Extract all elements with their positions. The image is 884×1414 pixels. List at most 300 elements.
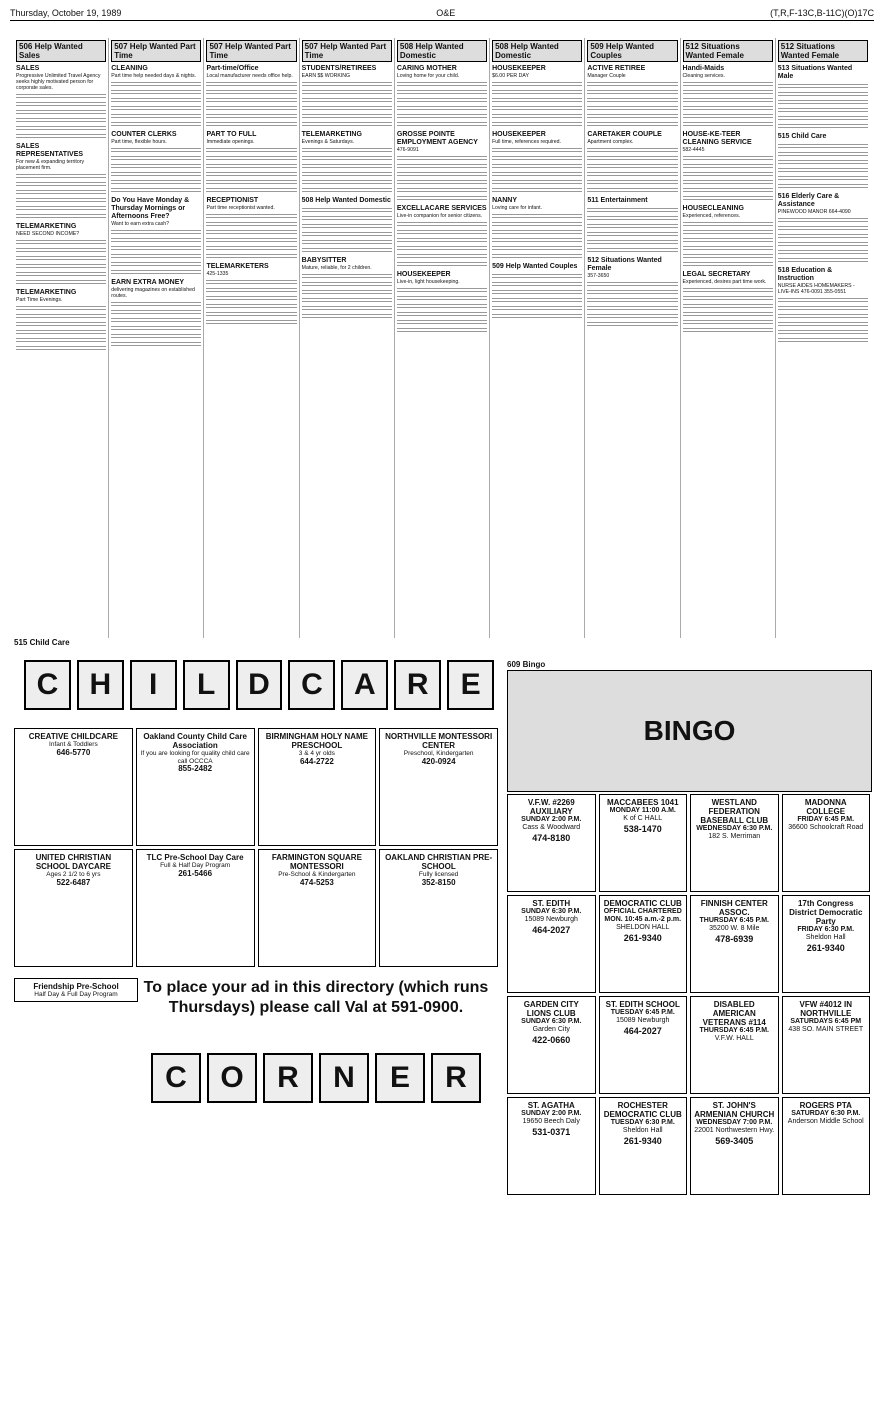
ad-title: PART TO FULL (206, 131, 257, 138)
ad-text-lines (16, 110, 106, 116)
ad-text-lines (111, 246, 201, 252)
bingo-ad (507, 996, 596, 1094)
classified-ad (587, 131, 677, 145)
bingo-ad (782, 1097, 871, 1195)
ad-text-lines (492, 214, 582, 220)
ad-body: Part time, flexible hours. (111, 139, 167, 145)
ad-phone: 478-6939 (715, 934, 754, 944)
ad-body: Progressive Unlimited Travel Agency seeks highly motivated person for corporate sales. (16, 73, 101, 91)
ad-text-lines (683, 180, 773, 186)
ad-text-lines (683, 106, 773, 112)
ad-text-lines (302, 306, 392, 312)
ad-name: VFW #4012 IN NORTHVILLE (799, 1000, 852, 1018)
ad-body: Full time, references required. (492, 139, 562, 145)
ad-body: Part time help needed days & nights. (111, 73, 196, 79)
classified-ad (206, 131, 296, 145)
ad-text-lines (111, 156, 201, 162)
ad-body: 476-9091 (396, 147, 419, 153)
ad-text-lines (16, 118, 106, 124)
ad-body: NEED SECOND INCOME? (16, 231, 80, 237)
ad-title: 512 Situations Wanted Female (587, 257, 662, 272)
ad-name: V.F.W. #2269 AUXILIARY (527, 798, 575, 816)
ad-text-lines (111, 114, 201, 120)
bingo-ad (782, 996, 871, 1094)
ad-text-lines (397, 320, 487, 326)
ad-text-lines (492, 82, 582, 88)
ad-text-lines (16, 314, 106, 320)
ad-phone: 261-5466 (178, 868, 213, 878)
ad-text-lines (778, 338, 868, 344)
ad-text-lines (16, 134, 106, 140)
ad-where: Sheldon Hall (805, 934, 846, 941)
header-date: Thursday, October 19, 1989 (10, 8, 122, 18)
side-ad-body: Half Day & Full Day Program (34, 991, 118, 998)
ad-body: Preschool, Kindergarten (403, 750, 474, 757)
classified-ad (206, 197, 296, 211)
ad-text-lines (206, 238, 296, 244)
ad-name: ST. AGATHA (527, 1101, 575, 1110)
ad-text-lines (778, 298, 868, 304)
ad-text-lines (778, 184, 868, 190)
ad-body: $6.00 PER DAY (492, 73, 529, 79)
ad-when: FRIDAY 6:30 P.M. (797, 926, 855, 933)
ad-text-lines (111, 342, 201, 348)
ad-title: 509 Help Wanted Couples (492, 263, 578, 270)
ad-phone: 522-6487 (56, 877, 91, 887)
ad-text-lines (302, 180, 392, 186)
ad-text-lines (492, 290, 582, 296)
ad-text-lines (206, 106, 296, 112)
ad-text-lines (16, 102, 106, 108)
ad-where: 35200 W. 8 Mile (709, 925, 760, 932)
ad-text-lines (302, 188, 392, 194)
ad-text-lines (16, 306, 106, 312)
ad-body: Fully licensed (418, 871, 459, 878)
ad-text-lines (302, 148, 392, 154)
ad-where: 22001 Northwestern Hwy. (694, 1127, 775, 1134)
bingo-ad (690, 1097, 779, 1195)
ad-text-lines (206, 254, 296, 260)
ad-text-lines (778, 226, 868, 232)
classified-ad (206, 263, 296, 277)
ad-body: PINEWOOD MANOR 664-4090 (777, 209, 851, 215)
classified-ad (778, 65, 868, 81)
ad-text-lines (206, 288, 296, 294)
ad-text-lines (778, 258, 868, 264)
ad-text-lines (683, 172, 773, 178)
ad-where: K of C HALL (623, 815, 663, 822)
ad-body: Immediate openings. (206, 139, 255, 145)
ad-phone: 464-2027 (623, 1026, 662, 1036)
classified-ad (492, 131, 582, 145)
classified-ad (683, 131, 773, 153)
ad-when: SATURDAYS 6:45 PM (790, 1018, 862, 1025)
ad-where: 182 S. Merriman (708, 833, 761, 840)
ad-phone: 420-0924 (421, 756, 456, 766)
ad-body: If you are looking for quality child care call OCCCA (140, 750, 250, 765)
ad-text-lines (397, 246, 487, 252)
ad-name: 17th Congress District Democratic Party (789, 899, 863, 926)
ad-text-lines (492, 282, 582, 288)
ad-text-lines (778, 116, 868, 122)
classified-ad (302, 197, 392, 205)
ad-when: THURSDAY 6:45 P.M. (699, 1027, 769, 1034)
ad-title: SALES REPRESENTATIVES (16, 143, 84, 158)
bingo-ad (690, 794, 779, 892)
ad-text-lines (778, 330, 868, 336)
childcare-ad (258, 849, 377, 967)
letter-block: C (24, 660, 71, 710)
classified-ad (683, 271, 773, 285)
ad-text-lines (16, 94, 106, 100)
classified-ad (111, 131, 201, 145)
ad-text-lines (111, 262, 201, 268)
ad-text-lines (397, 222, 487, 228)
ad-text-lines (206, 214, 296, 220)
ad-name: NORTHVILLE MONTESSORI CENTER (385, 732, 493, 750)
ad-title: CARING MOTHER (396, 65, 457, 72)
section-heading: 508 Help Wanted Domestic (492, 40, 582, 62)
childcare-ad (379, 728, 498, 846)
ad-body: Mature, reliable, for 2 children. (301, 265, 372, 271)
ad-text-lines (587, 306, 677, 312)
classified-column (204, 38, 299, 638)
ad-title: HOUSE-KE-TEER CLEANING SERVICE (682, 131, 752, 146)
ad-text-lines (111, 172, 201, 178)
ad-body: Full & Half Day Program (160, 862, 231, 869)
ad-text-lines (397, 114, 487, 120)
ad-text-lines (683, 288, 773, 294)
ad-title: TELEMARKETING (16, 223, 77, 230)
ad-phone: 531-0371 (532, 1127, 571, 1137)
ad-title: STUDENTS/RETIREES (301, 65, 377, 72)
ad-title: TELEMARKETING (301, 131, 362, 138)
ad-name: WESTLAND FEDERATION BASEBALL CLUB (700, 798, 769, 825)
classified-column (585, 38, 680, 638)
ad-body: EARN $$ WORKING (301, 73, 351, 79)
ad-text-lines (397, 106, 487, 112)
ad-text-lines (206, 98, 296, 104)
ad-text-lines (492, 222, 582, 228)
ad-name: FINNISH CENTER ASSOC. (700, 899, 768, 917)
ad-text-lines (778, 306, 868, 312)
ad-text-lines (587, 232, 677, 238)
classified-column (14, 38, 109, 638)
classified-ad (587, 197, 677, 205)
ad-text-lines (587, 106, 677, 112)
ad-text-lines (683, 98, 773, 104)
ad-text-lines (302, 114, 392, 120)
ad-text-lines (778, 218, 868, 224)
letter-block: N (319, 1053, 369, 1103)
ad-when: SUNDAY 6:30 P.M. (521, 1018, 582, 1025)
ad-text-lines (302, 156, 392, 162)
ad-text-lines (587, 208, 677, 214)
ad-title: EARN EXTRA MONEY (111, 279, 185, 286)
ad-title: EXCELLACARE SERVICES (396, 205, 487, 212)
ad-text-lines (206, 188, 296, 194)
ad-text-lines (587, 156, 677, 162)
ad-body: Loving home for your child. (396, 73, 460, 79)
childcare-ad-grid (14, 728, 498, 967)
ad-text-lines (302, 98, 392, 104)
ad-body: Live-in companion for senior citizens. (396, 213, 483, 219)
ad-text-lines (587, 216, 677, 222)
bingo-ad (599, 1097, 688, 1195)
section-heading: 506 Help Wanted Sales (16, 40, 106, 62)
classified-ad (492, 197, 582, 211)
classified-ad (111, 65, 201, 79)
ad-text-lines (778, 234, 868, 240)
ad-text-lines (683, 320, 773, 326)
ad-name: CREATIVE CHILDCARE (28, 732, 118, 741)
ad-when: SUNDAY 6:30 P.M. (521, 908, 582, 915)
ad-text-lines (492, 106, 582, 112)
classified-column (300, 38, 395, 638)
ad-phone: 474-5253 (299, 877, 334, 887)
ad-text-lines (778, 108, 868, 114)
ad-phone: 422-0660 (532, 1035, 571, 1045)
bingo-ad (507, 1097, 596, 1195)
ad-body: Ages 2 1/2 to 6 yrs (46, 871, 101, 878)
ad-name: GARDEN CITY LIONS CLUB (523, 1000, 579, 1018)
childcare-ad (379, 849, 498, 967)
ad-name: BIRMINGHAM HOLY NAME PRESCHOOL (265, 732, 368, 750)
ad-text-lines (206, 180, 296, 186)
ad-body: For new & expanding territory placement firm. (16, 159, 85, 171)
ad-text-lines (397, 164, 487, 170)
section-heading: 512 Situations Wanted Female (683, 40, 773, 62)
classified-ad (397, 65, 487, 79)
ad-text-lines (111, 106, 201, 112)
ad-text-lines (206, 148, 296, 154)
ad-text-lines (111, 82, 201, 88)
ad-name: ROGERS PTA (799, 1101, 852, 1110)
ad-body: delivering magazines on established routes. (111, 287, 195, 299)
ad-text-lines (587, 322, 677, 328)
ad-text-lines (111, 318, 201, 324)
classified-ad (492, 263, 582, 271)
ad-text-lines (397, 156, 487, 162)
letter-block: D (236, 660, 283, 710)
childcare-ad (14, 849, 133, 967)
ad-title: RECEPTIONIST (206, 197, 259, 204)
bingo-ad (599, 794, 688, 892)
section-heading: 507 Help Wanted Part Time (111, 40, 201, 62)
ad-title: COUNTER CLERKS (111, 131, 177, 138)
ad-text-lines (397, 188, 487, 194)
ad-text-lines (587, 298, 677, 304)
classified-ad (683, 65, 773, 79)
ad-when: TUESDAY 6:45 P.M. (610, 1009, 675, 1016)
ad-title: 513 Situations Wanted Male (777, 65, 853, 80)
ad-text-lines (492, 306, 582, 312)
ad-name: UNITED CHRISTIAN SCHOOL DAYCARE (35, 853, 112, 871)
letter-block: R (431, 1053, 481, 1103)
ad-body: Evenings & Saturdays. (301, 139, 355, 145)
ad-body: Local manufacturer needs office help. (206, 73, 293, 79)
ad-name: MADONNA COLLEGE (804, 798, 847, 816)
ad-text-lines (206, 114, 296, 120)
classified-ad (492, 65, 582, 79)
ad-text-lines (397, 196, 487, 202)
ad-text-lines (16, 248, 106, 254)
ad-phone: 261-9340 (806, 943, 845, 953)
bingo-ad (782, 895, 871, 993)
letter-block: R (394, 660, 441, 710)
ad-text-lines (111, 334, 201, 340)
ad-text-lines (683, 114, 773, 120)
ad-body: Part time receptionist wanted. (206, 205, 275, 211)
ad-body: Pre-School & Kindergarten (278, 871, 356, 878)
ad-when: THURSDAY 6:45 P.M. (699, 917, 769, 924)
classified-ad (111, 279, 201, 299)
ad-text-lines (587, 82, 677, 88)
classified-ad (302, 257, 392, 271)
bingo-ad (507, 895, 596, 993)
childcare-side-ad (14, 978, 138, 1002)
ad-text-lines (683, 82, 773, 88)
ad-text-lines (492, 122, 582, 128)
ad-text-lines (587, 314, 677, 320)
ad-text-lines (778, 322, 868, 328)
ad-body: 3 & 4 yr olds (298, 750, 335, 757)
ad-phone: 474-8180 (532, 833, 571, 843)
ad-text-lines (778, 100, 868, 106)
ad-text-lines (587, 148, 677, 154)
ad-title: Do You Have Monday & Thursday Mornings or Afternoons Free? (111, 197, 190, 220)
section-heading: 507 Help Wanted Part Time (206, 40, 296, 62)
ad-text-lines (492, 314, 582, 320)
ad-phone: 644-2722 (299, 756, 334, 766)
ad-text-lines (302, 122, 392, 128)
ad-text-lines (302, 216, 392, 222)
letter-block: I (130, 660, 177, 710)
ad-phone: 538-1470 (623, 824, 662, 834)
ad-body: Loving care for infant. (492, 205, 542, 211)
classified-ad (16, 223, 106, 237)
ad-text-lines (587, 98, 677, 104)
classified-ad (778, 193, 868, 215)
classified-ad (302, 65, 392, 79)
ad-text-lines (302, 164, 392, 170)
letter-block: E (447, 660, 494, 710)
ad-text-lines (302, 224, 392, 230)
ad-text-lines (683, 188, 773, 194)
ad-where: SHELDON HALL (616, 924, 670, 931)
ad-title: CLEANING (111, 65, 148, 72)
ad-title: BABYSITTER (301, 257, 347, 264)
ad-name: TLC Pre-School Day Care (146, 853, 244, 862)
ad-text-lines (397, 122, 487, 128)
ad-name: ST. EDITH (532, 899, 571, 908)
ad-text-lines (16, 280, 106, 286)
ad-body: Manager Couple (587, 73, 626, 79)
classified-column (109, 38, 204, 638)
ad-body: Cleaning services. (682, 73, 725, 79)
ad-text-lines (778, 176, 868, 182)
letter-block: C (151, 1053, 201, 1103)
classified-ad (397, 205, 487, 219)
ad-where: Sheldon Hall (622, 1127, 663, 1134)
ad-text-lines (16, 206, 106, 212)
ad-where: Garden City (532, 1026, 570, 1033)
ad-text-lines (778, 168, 868, 174)
ad-title: 516 Elderly Care & Assistance (777, 193, 840, 208)
ad-text-lines (16, 272, 106, 278)
ad-text-lines (111, 270, 201, 276)
ad-title: TELEMARKETERS (206, 263, 269, 270)
header-paper: O&E (436, 8, 456, 18)
ad-text-lines (778, 144, 868, 150)
ad-body: Want to earn extra cash? (111, 221, 169, 227)
ad-title: HOUSECLEANING (682, 205, 744, 212)
ad-title: LEGAL SECRETARY (682, 271, 751, 278)
ad-text-lines (683, 254, 773, 260)
ad-text-lines (206, 320, 296, 326)
ad-title: Part-time/Office (206, 65, 259, 72)
ad-text-lines (587, 122, 677, 128)
ad-text-lines (778, 92, 868, 98)
ad-text-lines (587, 164, 677, 170)
ad-text-lines (683, 222, 773, 228)
ad-text-lines (683, 122, 773, 128)
ad-text-lines (111, 188, 201, 194)
letter-block: O (207, 1053, 257, 1103)
ad-body: Live-in, light housekeeping. (396, 279, 460, 285)
childcare-promo: To place your ad in this directory (which runs Thursdays) please call Val at 591-0900. (143, 979, 489, 1016)
section-heading: 508 Help Wanted Domestic (397, 40, 487, 62)
ad-phone: 352-8150 (421, 877, 456, 887)
classified-ad (397, 131, 487, 153)
ad-title: HOUSEKEEPER (492, 65, 546, 72)
ad-text-lines (111, 230, 201, 236)
ad-text-lines (206, 122, 296, 128)
ad-name: ST. EDITH SCHOOL (605, 1000, 680, 1009)
ad-text-lines (397, 180, 487, 186)
classified-ad (397, 271, 487, 285)
ad-text-lines (587, 172, 677, 178)
ad-text-lines (492, 90, 582, 96)
ad-text-lines (16, 346, 106, 352)
ad-text-lines (397, 262, 487, 268)
ad-text-lines (587, 90, 677, 96)
ad-text-lines (111, 254, 201, 260)
ad-text-lines (16, 338, 106, 344)
ad-where: Cass & Woodward (522, 824, 581, 831)
ad-text-lines (111, 164, 201, 170)
ad-text-lines (302, 208, 392, 214)
bingo-ad (599, 895, 688, 993)
section-heading: 507 Help Wanted Part Time (302, 40, 392, 62)
ad-body: 357-3650 (587, 273, 610, 279)
ad-title: 508 Help Wanted Domestic (301, 197, 391, 204)
ad-text-lines (16, 126, 106, 132)
classified-ad (587, 65, 677, 79)
bingo-ad (599, 996, 688, 1094)
ad-text-lines (206, 230, 296, 236)
ad-text-lines (587, 114, 677, 120)
ad-name: ROCHESTER DEMOCRATIC CLUB (603, 1101, 682, 1119)
ad-body: Experienced, desires part time work. (682, 279, 767, 285)
classified-column (395, 38, 490, 638)
ad-where: 15089 Newburgh (524, 916, 578, 923)
ad-text-lines (397, 172, 487, 178)
ad-title: Handi-Maids (682, 65, 725, 72)
classified-ad (778, 133, 868, 141)
ad-text-lines (111, 148, 201, 154)
ad-body: NURSE AIDES HOMEMAKERS - LIVE-INS 476-0091 355-0551 (777, 283, 855, 295)
